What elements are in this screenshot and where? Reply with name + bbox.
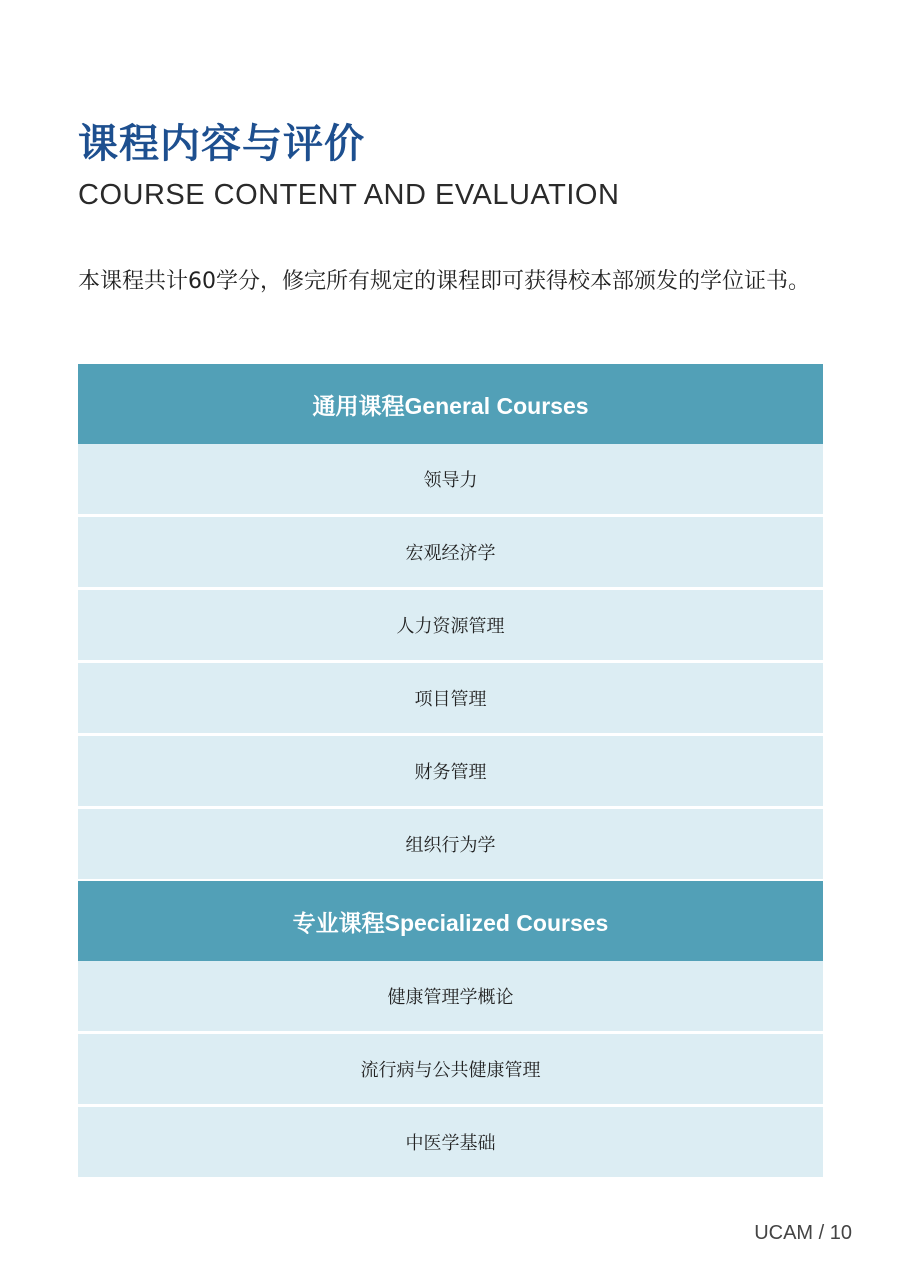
course-row: 组织行为学: [78, 806, 823, 879]
course-table: [78, 364, 823, 1177]
course-row: 宏观经济学: [78, 514, 823, 587]
section-header-general: 通用课程General Courses: [78, 364, 823, 444]
course-row: 项目管理: [78, 660, 823, 733]
course-row: 中医学基础: [78, 1104, 823, 1177]
intro-paragraph: 本课程共计60学分，修完所有规定的课程即可获得校本部颁发的学位证书。: [78, 269, 810, 294]
page-number: UCAM / 10: [754, 1222, 852, 1244]
course-row: 领导力: [78, 444, 823, 514]
course-row: 流行病与公共健康管理: [78, 1031, 823, 1104]
course-row: 人力资源管理: [78, 587, 823, 660]
page-title-en: COURSE CONTENT AND EVALUATION: [78, 179, 620, 211]
page-title-cn: 课程内容与评价: [78, 121, 365, 167]
section-header-specialized: 专业课程Specialized Courses: [78, 879, 823, 961]
course-row: 财务管理: [78, 733, 823, 806]
course-row: 健康管理学概论: [78, 961, 823, 1031]
